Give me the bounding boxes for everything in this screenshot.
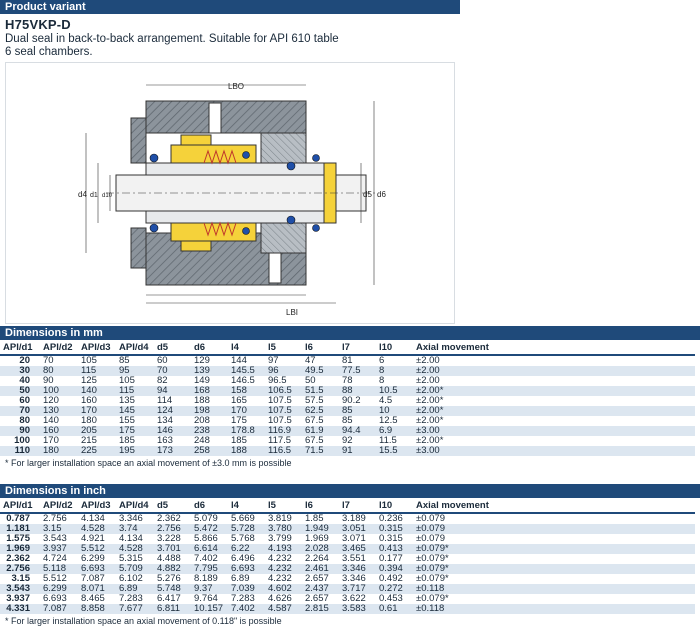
table-cell: 57.5 [305, 395, 324, 406]
table-cell: 140 [78, 386, 116, 396]
table-cell: 2.362 [157, 513, 181, 524]
table-cell: 50 [305, 375, 316, 386]
table-cell: 149 [194, 375, 210, 386]
table-cell: 3.071 [342, 533, 366, 544]
table-cell: 0.315 [376, 524, 413, 534]
table-cell: 7.283 [119, 593, 143, 604]
table-cell: ±0.118 [413, 584, 695, 594]
inch-col-header: l6 [302, 498, 339, 513]
table-cell: 107.5 [265, 406, 302, 416]
table-cell: 51.5 [302, 386, 339, 396]
table-cell: 2.437 [302, 584, 339, 594]
table-cell: 116.9 [265, 426, 302, 436]
table-cell: 4.488 [157, 553, 181, 564]
table-cell: 7.402 [228, 604, 265, 614]
table-cell: 120 [43, 395, 59, 406]
table-cell: 70 [0, 406, 40, 416]
table-cell: 2.756 [154, 524, 191, 534]
inch-col-header: d6 [191, 498, 228, 513]
table-cell: 88 [339, 386, 376, 396]
table-cell: 1.969 [0, 544, 40, 554]
table-cell: 77.5 [339, 366, 376, 376]
mm-col-header: l7 [339, 340, 376, 355]
table-cell: 20 [19, 355, 30, 366]
table-cell: 146.5 [231, 375, 255, 386]
table-cell: 6.693 [78, 564, 116, 574]
table-cell: 12.5 [379, 415, 398, 426]
inch-col-header: l10 [376, 498, 413, 513]
d4-label: d4 [78, 190, 87, 199]
table-cell: 106.5 [265, 386, 302, 396]
table-cell: 3.346 [339, 564, 376, 574]
table-cell: 3.799 [268, 533, 292, 544]
lbo-label: LBO [228, 82, 245, 91]
table-cell: 94.4 [339, 426, 376, 436]
mm-dimensions-table [0, 340, 695, 456]
table-cell: 100 [14, 435, 30, 446]
table-cell: ±2.00* [416, 395, 444, 406]
mm-col-header: d6 [191, 340, 228, 355]
inch-col-header: d5 [154, 498, 191, 513]
table-cell: 4.232 [265, 564, 302, 574]
table-cell: 4.602 [265, 584, 302, 594]
table-cell: 130 [40, 406, 78, 416]
seal-cross-section-svg [6, 63, 454, 323]
table-cell: 5.079 [194, 513, 218, 524]
table-cell: 208 [194, 415, 210, 426]
table-cell: 3.717 [339, 584, 376, 594]
table-cell: 3.551 [342, 553, 366, 564]
table-cell: 180 [81, 415, 97, 426]
table-cell: 5.866 [194, 533, 218, 544]
table-cell: 3.780 [265, 524, 302, 534]
table-cell: ±0.079* [416, 553, 449, 564]
table-cell: 6.299 [81, 553, 105, 564]
table-cell: 3.228 [157, 533, 181, 544]
table-cell: 40 [19, 375, 30, 386]
table-cell: 185 [231, 435, 247, 446]
table-cell: 6.811 [154, 604, 191, 614]
d6-label: d6 [377, 190, 386, 199]
table-cell: 10.157 [191, 604, 228, 614]
table-cell: 225 [78, 446, 116, 456]
table-cell: 4.232 [268, 553, 292, 564]
table-cell: 145 [116, 406, 154, 416]
table-cell: 85 [342, 415, 353, 426]
table-cell: 5.118 [40, 564, 78, 574]
table-cell: 5.669 [231, 513, 255, 524]
mm-dimensions-title: Dimensions in mm [0, 326, 700, 340]
table-cell: 5.472 [191, 524, 228, 534]
table-cell: 4.882 [154, 564, 191, 574]
table-cell: 188 [194, 395, 210, 406]
table-cell: 3.465 [339, 544, 376, 554]
inch-col-header: Axial movement [413, 498, 695, 513]
table-cell: 115 [78, 366, 116, 376]
inch-dimensions-section [0, 484, 700, 626]
table-cell: 2.657 [305, 573, 329, 584]
table-cell: 145.5 [228, 366, 265, 376]
table-cell: 4.921 [81, 533, 105, 544]
table-cell: 124 [154, 406, 191, 416]
table-cell: 5.748 [154, 584, 191, 594]
table-cell: 248 [194, 435, 210, 446]
table-cell: 1.949 [302, 524, 339, 534]
table-cell: 0.315 [379, 533, 403, 544]
table-cell: 4.331 [0, 604, 40, 614]
table-cell: 4.134 [119, 533, 143, 544]
table-cell: 47 [305, 355, 316, 366]
table-row [0, 604, 695, 614]
table-cell: 3.15 [11, 573, 30, 584]
table-cell: 8.858 [78, 604, 116, 614]
table-cell: 70 [154, 366, 191, 376]
table-cell: 163 [157, 435, 173, 446]
variant-description: Dual seal in back-to-back arrangement. Suitable for API 610 table 6 seal chambers. [5, 33, 339, 58]
table-cell: 105 [119, 375, 135, 386]
table-cell: 3.346 [119, 513, 143, 524]
table-cell: 7.087 [40, 604, 78, 614]
table-cell: 178.8 [228, 426, 265, 436]
table-cell: 195 [116, 446, 154, 456]
table-cell: 81 [342, 355, 353, 366]
table-cell: 6.22 [228, 544, 265, 554]
table-cell: 107.5 [268, 415, 292, 426]
table-cell: 117.5 [268, 435, 292, 446]
table-cell: 49.5 [302, 366, 339, 376]
table-cell: ±2.00 [416, 375, 440, 386]
table-cell: 96 [265, 366, 302, 376]
table-cell: 4.5 [379, 395, 393, 406]
table-cell: 170 [228, 406, 265, 416]
table-cell: 0.272 [376, 584, 413, 594]
table-cell: ±0.079 [416, 513, 445, 524]
table-cell: 125 [81, 375, 97, 386]
table-cell: 11.5 [379, 435, 397, 446]
table-cell: 5.512 [78, 544, 116, 554]
table-cell: 215 [81, 435, 97, 446]
table-cell: 3.346 [342, 573, 366, 584]
table-cell: 168 [191, 386, 228, 396]
table-cell: 7.402 [194, 553, 218, 564]
mm-col-header: l4 [228, 340, 265, 355]
table-cell: 4.587 [265, 604, 302, 614]
table-cell: 144 [231, 355, 247, 366]
table-cell: 170 [43, 435, 59, 446]
table-cell: ±2.00* [416, 415, 444, 426]
table-cell: 173 [154, 446, 191, 456]
mm-dimensions-section [0, 326, 700, 468]
table-cell: ±0.079 [413, 524, 695, 534]
table-cell: 8 [376, 366, 413, 376]
table-cell: ±2.00 [413, 366, 695, 376]
table-cell: 139 [191, 366, 228, 376]
table-cell: 3.819 [268, 513, 292, 524]
table-cell: 198 [191, 406, 228, 416]
table-cell: 7.283 [231, 593, 255, 604]
table-cell: 62.5 [302, 406, 339, 416]
table-cell: 5.709 [116, 564, 154, 574]
table-cell: 170 [78, 406, 116, 416]
table-cell: 3.701 [154, 544, 191, 554]
table-cell: 4.626 [268, 593, 292, 604]
table-cell: 7.677 [116, 604, 154, 614]
table-cell: 67.5 [305, 435, 324, 446]
table-cell: 0.394 [376, 564, 413, 574]
table-cell: 9.37 [191, 584, 228, 594]
table-cell: 3.937 [40, 544, 78, 554]
table-cell: 205 [78, 426, 116, 436]
table-cell: 91 [339, 446, 376, 456]
table-cell: ±0.079* [413, 544, 695, 554]
table-cell: 60 [157, 355, 168, 366]
table-cell: 3.937 [6, 593, 30, 604]
table-cell: 6.89 [116, 584, 154, 594]
table-cell: 0.413 [376, 544, 413, 554]
table-cell: 0.492 [379, 573, 403, 584]
table-cell: 1.85 [305, 513, 324, 524]
table-cell: 3.051 [339, 524, 376, 534]
table-cell: 71.5 [302, 446, 339, 456]
table-cell: 110 [0, 446, 40, 456]
table-cell: 2.756 [43, 513, 67, 524]
table-cell: 175 [116, 426, 154, 436]
table-cell: ±2.00* [413, 386, 695, 396]
inch-col-header: l4 [228, 498, 265, 513]
table-cell: 6.9 [376, 426, 413, 436]
table-cell: 95 [116, 366, 154, 376]
table-cell: 82 [157, 375, 168, 386]
table-cell: 8.071 [78, 584, 116, 594]
d1-label: d1 [90, 192, 98, 199]
mm-col-header: d5 [154, 340, 191, 355]
table-cell: 70 [43, 355, 54, 366]
table-cell: 7.039 [228, 584, 265, 594]
table-cell: 6 [379, 355, 385, 366]
table-cell: 2.264 [305, 553, 329, 564]
table-cell: 188 [228, 446, 265, 456]
table-cell: 165 [231, 395, 247, 406]
table-cell: 0.236 [379, 513, 403, 524]
mm-col-header: Axial movement [413, 340, 695, 355]
table-cell: 146 [154, 426, 191, 436]
table-cell: 116.5 [265, 446, 302, 456]
table-cell: 92 [342, 435, 353, 446]
table-cell: 0.453 [379, 593, 403, 604]
table-cell: 6.299 [40, 584, 78, 594]
mm-header-row [0, 340, 695, 355]
table-cell: 80 [19, 415, 30, 426]
table-cell: 61.9 [302, 426, 339, 436]
inch-col-header: l7 [339, 498, 376, 513]
table-cell: 90 [43, 375, 54, 386]
table-cell: 85 [339, 406, 376, 416]
table-cell: 4.724 [43, 553, 67, 564]
table-cell: 107.5 [268, 395, 292, 406]
table-cell: ±2.00* [413, 406, 695, 416]
table-cell: 3.189 [342, 513, 366, 524]
table-cell: 15.5 [376, 446, 413, 456]
table-cell: 67.5 [305, 415, 324, 426]
table-cell: 5.768 [231, 533, 255, 544]
mm-footnote: * For larger installation space an axial movement of ±3.0 mm is possible [5, 458, 292, 468]
table-cell: 8.465 [81, 593, 105, 604]
mm-col-header: l6 [302, 340, 339, 355]
product-variant-header: Product variant [0, 0, 460, 14]
table-cell: 155 [119, 415, 135, 426]
table-cell: 1.969 [305, 533, 329, 544]
table-cell: 160 [40, 426, 78, 436]
table-cell: 105 [81, 355, 97, 366]
inch-col-header: l5 [265, 498, 302, 513]
mm-col-header: l10 [376, 340, 413, 355]
table-cell: 175 [231, 415, 247, 426]
table-cell: 4.193 [265, 544, 302, 554]
table-cell: 1.181 [0, 524, 40, 534]
table-cell: ±0.079* [413, 564, 695, 574]
table-cell: 160 [81, 395, 97, 406]
table-cell: 9.764 [194, 593, 218, 604]
lbi-label: LBI [286, 308, 299, 317]
mm-col-header: API/d2 [40, 340, 78, 355]
table-cell: 6.89 [231, 573, 250, 584]
mm-col-header: API/d3 [78, 340, 116, 355]
mm-col-header: API/d1 [0, 340, 40, 355]
table-cell: 180 [40, 446, 78, 456]
table-cell: ±2.00 [416, 355, 440, 366]
table-cell: 6.102 [119, 573, 143, 584]
inch-col-header: API/d1 [0, 498, 40, 513]
table-cell: ±3.00 [413, 446, 695, 456]
table-cell: 140 [43, 415, 59, 426]
table-cell: ±0.079 [416, 533, 445, 544]
table-cell: 8.189 [194, 573, 218, 584]
table-cell: 80 [40, 366, 78, 376]
table-cell: 115 [116, 386, 154, 396]
mm-col-header: API/d4 [116, 340, 154, 355]
table-cell: 3.15 [40, 524, 78, 534]
table-cell: 2.756 [0, 564, 40, 574]
table-cell: 7.087 [81, 573, 105, 584]
table-cell: 4.232 [268, 573, 292, 584]
table-cell: 0.787 [6, 513, 30, 524]
table-cell: 135 [119, 395, 135, 406]
inch-dimensions-title: Dimensions in inch [0, 484, 700, 498]
table-cell: 2.657 [305, 593, 329, 604]
table-cell: 158 [228, 386, 265, 396]
table-cell: 238 [191, 426, 228, 436]
table-cell: 4.528 [116, 544, 154, 554]
table-cell: ±0.118 [413, 604, 695, 614]
table-cell: 185 [119, 435, 135, 446]
table-cell: 6.417 [157, 593, 181, 604]
table-cell: ±3.00 [413, 426, 695, 436]
table-cell: 129 [194, 355, 210, 366]
table-row [0, 446, 695, 456]
table-cell: 3.622 [342, 593, 366, 604]
table-cell: 2.028 [302, 544, 339, 554]
table-cell: 5.728 [228, 524, 265, 534]
table-cell: 2.815 [302, 604, 339, 614]
table-cell: 60 [19, 395, 30, 406]
table-cell: 85 [119, 355, 130, 366]
table-cell: 114 [157, 395, 173, 406]
table-cell: 6.614 [191, 544, 228, 554]
table-cell: 6.693 [43, 593, 67, 604]
table-cell: 7.795 [191, 564, 228, 574]
table-cell: 6.693 [228, 564, 265, 574]
table-cell: 5.276 [157, 573, 181, 584]
table-cell: 94 [154, 386, 191, 396]
table-cell: 30 [0, 366, 40, 376]
table-cell: 0.61 [376, 604, 413, 614]
inch-col-header: API/d3 [78, 498, 116, 513]
table-cell: ±0.079* [416, 573, 449, 584]
table-cell: 90 [0, 426, 40, 436]
table-cell: 90.2 [342, 395, 361, 406]
table-cell: 50 [0, 386, 40, 396]
table-cell: 5.512 [43, 573, 67, 584]
table-cell: 3.583 [339, 604, 376, 614]
d10-label: d10 [102, 193, 113, 199]
table-cell: ±0.079* [416, 593, 449, 604]
table-cell: 2.461 [302, 564, 339, 574]
table-cell: 4.528 [78, 524, 116, 534]
table-cell: 78 [342, 375, 353, 386]
table-cell: 8 [379, 375, 385, 386]
inch-footnote: * For larger installation space an axial movement of 0.118" is possible [5, 616, 282, 626]
table-cell: 97 [268, 355, 279, 366]
inch-col-header: API/d4 [116, 498, 154, 513]
table-cell: 1.575 [6, 533, 30, 544]
inch-dimensions-table [0, 498, 695, 614]
table-cell: 3.74 [116, 524, 154, 534]
table-cell: 5.315 [119, 553, 143, 564]
table-cell: 3.543 [0, 584, 40, 594]
seal-technical-drawing [5, 62, 455, 324]
table-cell: 0.177 [379, 553, 403, 564]
table-cell: 100 [40, 386, 78, 396]
table-cell: 3.543 [43, 533, 67, 544]
table-cell: ±2.00* [416, 435, 444, 446]
variant-name: H75VKP-D [5, 17, 71, 32]
table-cell: 10.5 [376, 386, 413, 396]
table-cell: 258 [191, 446, 228, 456]
table-cell: 134 [157, 415, 173, 426]
table-cell: 4.134 [81, 513, 105, 524]
d5-label: d5 [363, 190, 372, 199]
table-cell: 96.5 [268, 375, 287, 386]
mm-col-header: l5 [265, 340, 302, 355]
inch-col-header: API/d2 [40, 498, 78, 513]
table-cell: 10 [376, 406, 413, 416]
table-cell: 2.362 [6, 553, 30, 564]
inch-header-row [0, 498, 695, 513]
table-cell: 6.496 [231, 553, 255, 564]
